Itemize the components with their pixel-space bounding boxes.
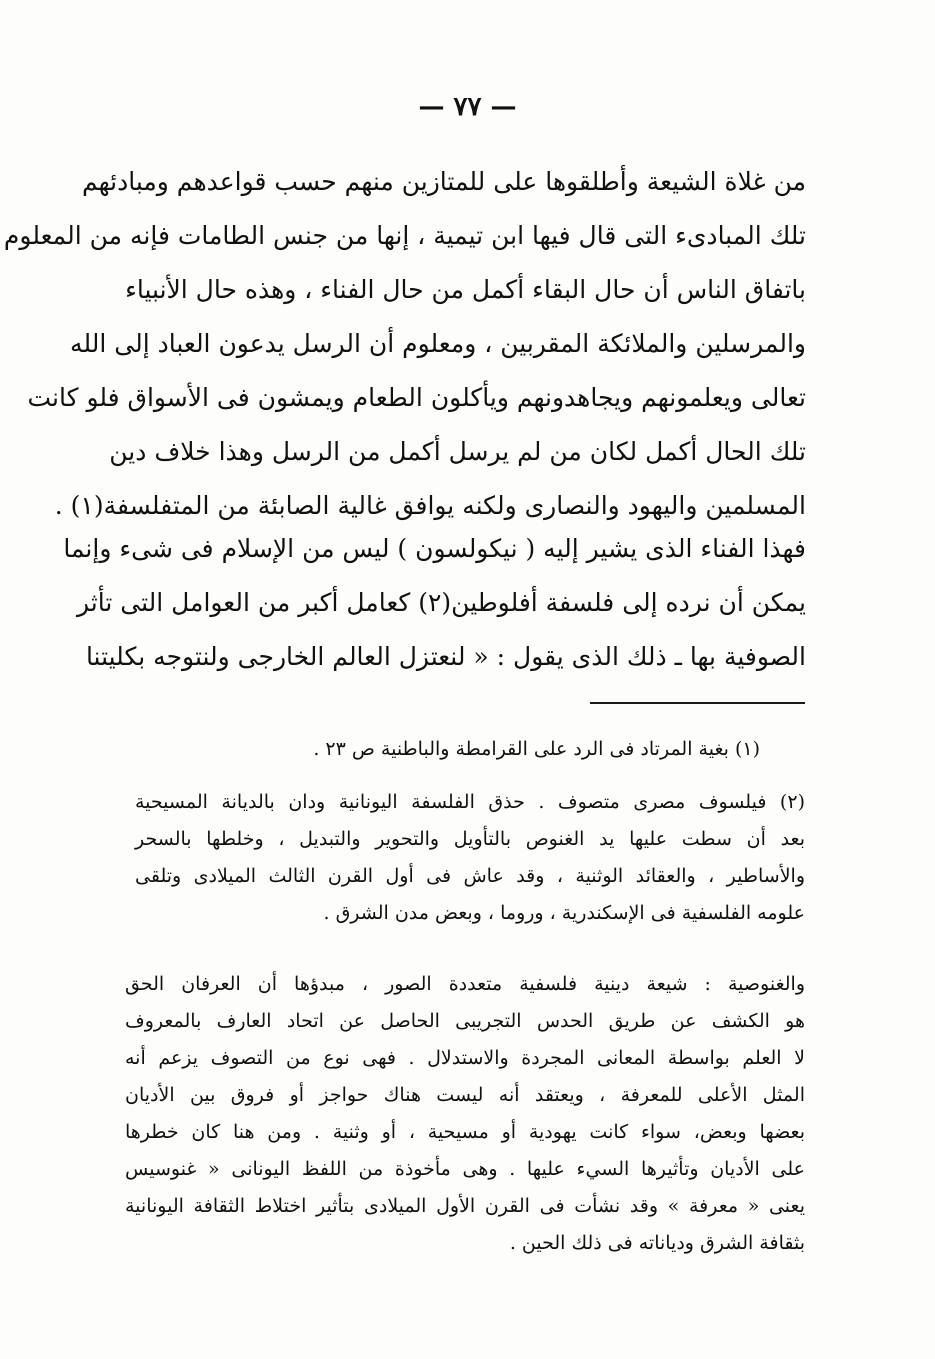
footnote-line: والأساطير ، والعقائد الوثنية ، وقد عاش فى أول القرن الثالث الميلادى وتلقى [135,865,805,887]
footnote-line: بثقافة الشرق ودياناته فى ذلك الحين . [509,1232,805,1254]
text-line: المسلمين واليهود والنصارى ولكنه يوافق غالية الصابئة من المتفلسفة(١) . [54,491,806,520]
footnote-2 [135,784,805,932]
text-line: تلك المبادىء التى قال فيها ابن تيمية ، إنها من جنس الطامات فإنه من المعلوم [3,221,806,250]
footnote-line: هو الكشف عن طريق الحدس التجريبى الحاصل عن اتحاد العارف بالمعروف [125,1010,805,1032]
text-line: فهذا الفناء الذى يشير إليه ( نيكولسون ) ليس من الإسلام فى شىء وإنما [63,534,806,563]
text-line: تعالى ويعلمونهم ويجاهدونهم ويأكلون الطعام ويمشون فى الأسواق فلو كانت [27,383,806,412]
footnote-line: بعد أن سطت عليها يد الغنوص بالتأويل والتحوير والتبديل ، وخلطها بالسحر [135,828,805,850]
footnote-line: لا العلم بواسطة المعانى المجردة والاستدلال . فهى نوع من التصوف يزعم أنه [125,1047,805,1069]
text-line: والمرسلين والملائكة المقربين ، ومعلوم أن الرسل يدعون العباد إلى الله [70,329,806,358]
footnote-line: (٢) فيلسوف مصرى متصوف . حذق الفلسفة اليونانية ودان بالديانة المسيحية [135,791,805,813]
footnote-line: المثل الأعلى للمعرفة ، ويعتقد أنه ليست هناك حواجز أو فروق بين الأديان [125,1084,805,1106]
text-line: يمكن أن نرده إلى فلسفة أفلوطين(٢) كعامل أكبر من العوامل التى تأثر [76,588,806,617]
footnote-separator [590,702,805,704]
body-paragraph-1 [3,155,806,533]
text-line: من غلاة الشيعة وأطلقوها على للمتازين منهم حسب قواعدهم ومبادئهم [81,167,806,196]
text-line: باتفاق الناس أن حال البقاء أكمل من حال الفناء ، وهذه حال الأنبياء [125,275,806,304]
footnote-line: يعنى « معرفة » وقد نشأت فى القرن الأول الميلادى بتأثير اختلاط الثقافة اليونانية [125,1195,805,1217]
footnote-1 [290,731,760,768]
footnote-line: على الأديان وتأثيرها السيء عليها . وهى مأخوذة من اللفظ اليونانى « غنوسيس [125,1158,805,1180]
footnote-line: علومه الفلسفية فى الإسكندرية ، وروما ، وبعض مدن الشرق . [323,902,805,924]
text-line: الصوفية بها ـ ذلك الذى يقول : « لنعتزل العالم الخارجى ولنتوجه بكليتنا [85,642,806,671]
page-number: — ٧٧ — [418,92,517,122]
footnote-3 [125,966,805,1262]
body-paragraph-2 [63,522,806,684]
footnote-line: (١) بغية المرتاد فى الرد على القرامطة والباطنية ص ٢٣ . [313,738,760,760]
footnote-line: بعضها وبعض، سواء كانت يهودية أو مسيحية ، أو وثنية . ومن هنا كان خطرها [125,1121,805,1143]
text-line: تلك الحال أكمل لكان من لم يرسل أكمل من الرسل وهذا خلاف دين [109,437,806,466]
footnote-line: والغنوصية : شيعة دينية فلسفية متعددة الصور ، مبدؤها أن العرفان الحق [125,973,805,995]
